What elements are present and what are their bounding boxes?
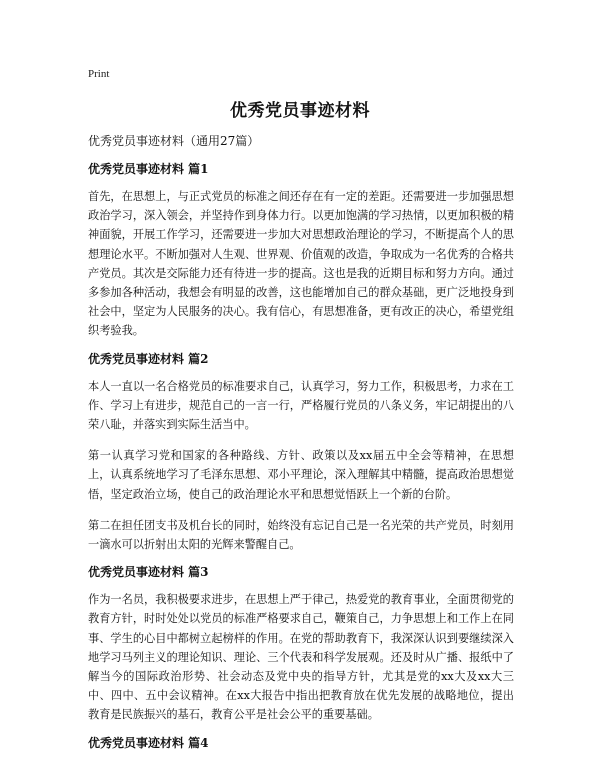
section-heading: 优秀党员事迹材料 篇3 [88, 565, 209, 580]
paragraph: 第一认真学习党和国家的各种路线、方针、政策以及xx届五中全会等精神，在思想上，认真系统地学习了毛泽东思想、邓小平理论，深入理解其中精髓，提高政治思想觉悟，坚定政治立场，使自己的政治理论水平和思想觉悟跃上一个新的台阶。 [88, 449, 514, 501]
section-heading: 优秀党员事迹材料 篇2 [88, 351, 209, 366]
paragraph: 作为一名员，我积极要求进步，在思想上严于律己，热爱党的教育事业，全面贯彻党的教育方针，时时处处以党员的标准严格要求自己，鞭策自己，力争思想上和工作上在同事、学生的心目中都树立起榜样的作用。在党的帮助教育下，我深深认识到要继续深入地学习马列主义的理论知识、理论、三个代表和科学发展观。还及时从广播、报纸中了解当今的国际政治形势、社会动态及党中央的指导方针，尤其是党的xx大及xx大三中、四中、五中会议精神。在xx大报告中指出把教育放在优先发展的战略地位，提出教育是民族振兴的基石，教育公平是社会公平的重要基础。 [88, 593, 514, 722]
document-subtitle: 优秀党员事迹材料（通用27篇） [88, 134, 260, 148]
section-1 [88, 161, 514, 341]
document-body [88, 133, 514, 761]
print-label: Print [88, 68, 110, 80]
section-4 [88, 735, 514, 751]
page-title: 优秀党员事迹材料 [230, 101, 370, 121]
paragraph: 第二在担任团支书及机台长的同时，始终没有忘记自己是一名光荣的共产党员，时刻用一滴水可以折射出太阳的光辉来警醒自己。 [88, 518, 514, 552]
paragraph: 本人一直以一名合格党员的标准要求自己，认真学习，努力工作，积极思考，力求在工作、学习上有进步，规范自己的一言一行，严格履行党员的八条义务，牢记胡提出的八荣八耻，并落实到实际生活当中。 [88, 379, 514, 432]
paragraph: 首先，在思想上，与正式党员的标准之间还存在有一定的差距。还需要进一步加强思想政治学习，深入领会，并坚持作到身体力行。以更加饱满的学习热情，以更加积极的精神面貌，开展工作学习，还需要进一步加大对思想政治理论的学习，不断提高个人的思想理论水平。不断加强对人生观、世界观、价值观的改造，争取成为一名优秀的合格共产党员。其次是交际能力还有待进一步的提高。这也是我的近期目标和努力方向。通过多参加各种活动，我想会有明显的改善，这也能增加自己的群众基础，更广泛地投身到社会中，坚定为人民服务的决心。我有信心，有思想准备，更有改正的决心，希望党组织考验我。 [88, 190, 514, 338]
section-3 [88, 564, 514, 724]
section-heading: 优秀党员事迹材料 篇4 [88, 735, 209, 750]
section-heading: 优秀党员事迹材料 篇1 [88, 162, 209, 176]
section-2 [88, 351, 514, 555]
